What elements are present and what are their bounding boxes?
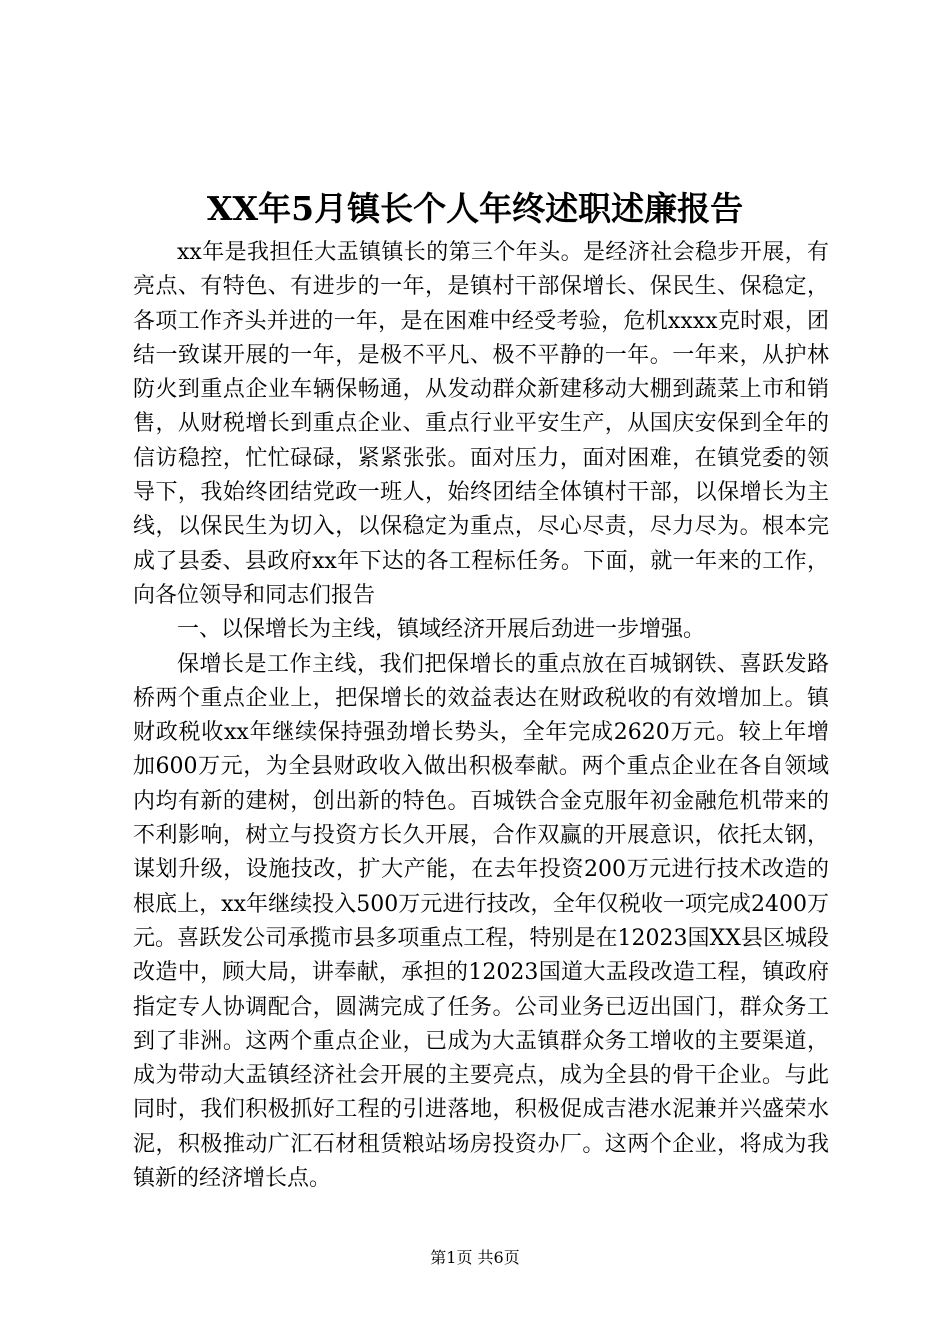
paragraph-intro: xx年是我担任大盂镇镇长的第三个年头。是经济社会稳步开展，有亮点、有特色、有进步的一年，是镇村干部保增长、保民生、保稳定，各项工作齐头并进的一年，是在困难中经受考验，危机xxxx克时艰，团结一致谋开展的一年，是极不平凡、极不平静的一年。一年来，从护林防火到重点企业车辆保畅通，从发动群众新建移动大棚到蔬菜上市和销售，从财税增长到重点企业、重点行业平安生产，从国庆安保到全年的信访稳控，忙忙碌碌，紧紧张张。面对压力，面对困难，在镇党委的领导下，我始终团结党政一班人，始终团结全体镇村干部，以保增长为主线，以保民生为切入，以保稳定为重点，尽心尽责，尽力尽为。根本完成了县委、县政府xx年下达的各工程标任务。下面，就一年来的工作，向各位领导和同志们报告 (133, 240, 829, 608)
page-number: 第1页 共6页 (430, 1248, 520, 1267)
section-heading-1: 一、以保增长为主线，镇域经济开展后劲进一步增强。 (177, 617, 706, 643)
paragraph-growth: 保增长是工作主线，我们把保增长的重点放在百城钢铁、喜跃发路桥两个重点企业上，把保增长的效益表达在财政税收的有效增加上。镇财政税收xx年继续保持强劲增长势头，全年完成2620万元。较上年增加600万元，为全县财政收入做出积极奉献。两个重点企业在各自领域内均有新的建树，创出新的特色。百城铁合金克服年初金融危机带来的不利影响，树立与投资方长久开展，合作双赢的开展意识，依托太钢，谋划升级，设施技改，扩大产能，在去年投资200万元进行技术改造的根底上，xx年继续投入500万元进行技改，全年仅税收一项完成2400万元。喜跃发公司承揽市县多项重点工程，特别是在12023国XX县区城段改造中，顾大局，讲奉献，承担的12023国道大盂段改造工程，镇政府指定专人协调配合，圆满完成了任务。公司业务已迈出国门，群众务工到了非洲。这两个重点企业，已成为大盂镇群众务工增收的主要渠道，成为带动大盂镇经济社会开展的主要亮点，成为全县的骨干企业。与此同时，我们积极抓好工程的引进落地，积极促成吉港水泥兼并兴盛荣水泥，积极推动广汇石材租赁粮站场房投资办厂。这两个企业，将成为我镇新的经济增长点。 (133, 651, 829, 1192)
page-title: XX年5月镇长个人年终述职述廉报告 (206, 189, 744, 228)
document-body (133, 236, 829, 1196)
